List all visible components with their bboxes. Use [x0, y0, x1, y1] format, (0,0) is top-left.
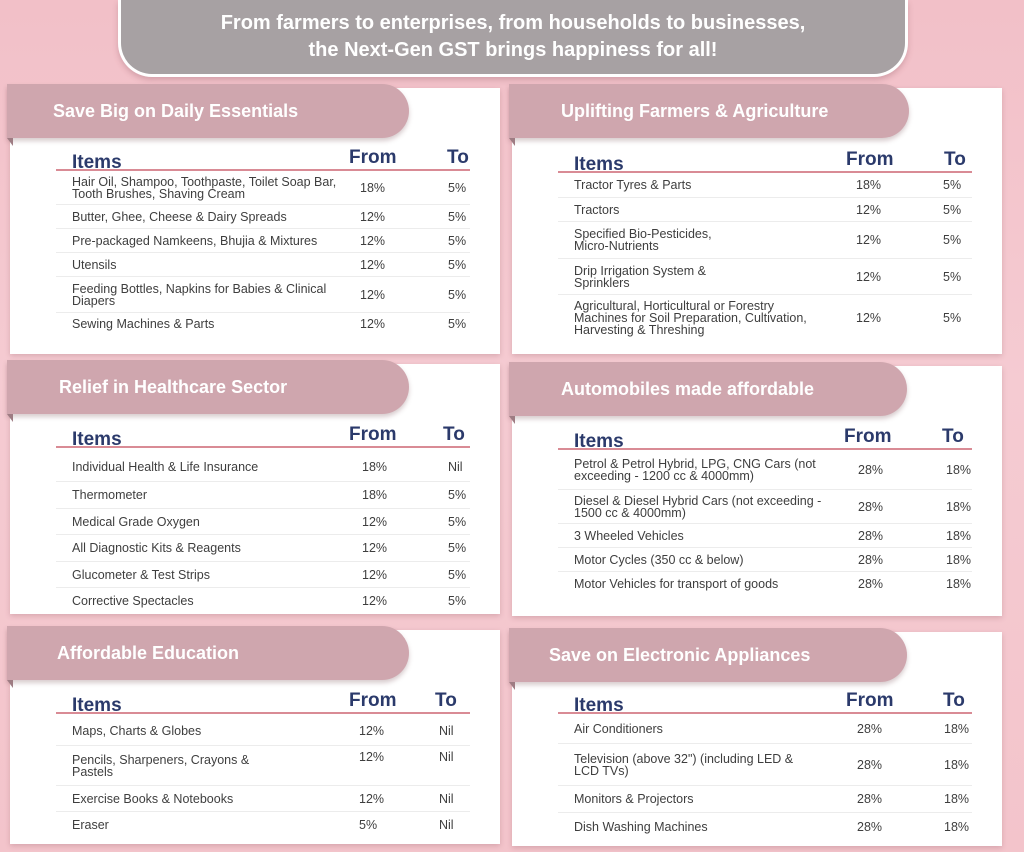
item-cell: Utensils — [72, 257, 117, 272]
table-row — [558, 259, 972, 295]
electronics-title: Save on Electronic Appliances — [509, 628, 907, 682]
from-cell: 12% — [360, 209, 386, 224]
to-cell: Nil — [439, 723, 454, 738]
item-cell: Drip Irrigation System & Sprinklers — [574, 263, 706, 290]
from-cell: 12% — [359, 791, 385, 806]
daily-essentials-title: Save Big on Daily Essentials — [7, 84, 409, 138]
education-title: Affordable Education — [7, 626, 409, 680]
table-row — [56, 229, 470, 253]
item-cell: Motor Vehicles for transport of goods — [574, 577, 779, 591]
table-row — [558, 295, 972, 341]
from-cell: 12% — [362, 567, 388, 582]
table-row — [56, 277, 470, 313]
table-row — [56, 313, 470, 335]
item-cell: Monitors & Projectors — [574, 792, 694, 806]
from-cell: 12% — [360, 257, 386, 272]
to-cell: Nil — [448, 459, 463, 474]
from-cell: 12% — [856, 311, 882, 325]
table-row — [558, 524, 972, 548]
to-cell: 18% — [946, 577, 972, 591]
item-cell: 3 Wheeled Vehicles — [574, 528, 684, 543]
items-header: Items — [72, 695, 122, 716]
item-cell: Specified Bio-Pesticides, Micro-Nutrients — [574, 227, 712, 253]
item-cell: Diesel & Diesel Hybrid Cars (not exceeding - 1500 cc & 4000mm) — [574, 493, 822, 520]
from-cell: 12% — [359, 750, 385, 764]
daily-essentials-card — [10, 88, 500, 354]
from-cell: 28% — [858, 499, 884, 514]
from-header: From — [846, 690, 894, 711]
from-cell: 5% — [359, 818, 378, 832]
item-cell: Motor Cycles (350 cc & below) — [574, 552, 744, 567]
item-cell: Petrol & Petrol Hybrid, LPG, CNG Cars (not exceeding - 1200 cc & 4000mm) — [574, 456, 816, 483]
to-cell: 18% — [946, 462, 972, 477]
table-row — [558, 813, 972, 840]
table-row — [56, 786, 470, 812]
from-header: From — [349, 690, 397, 711]
to-header: To — [943, 690, 965, 711]
from-cell: 12% — [360, 287, 386, 302]
from-header: From — [349, 147, 397, 168]
table-header — [558, 143, 972, 173]
table-row — [56, 171, 470, 205]
table-row — [56, 716, 470, 746]
electronics-table — [558, 684, 972, 840]
to-cell: 5% — [448, 317, 467, 331]
from-cell: 12% — [856, 202, 882, 217]
to-cell: 5% — [448, 514, 467, 529]
to-cell: 5% — [943, 178, 962, 192]
from-cell: 28% — [857, 819, 883, 834]
item-cell: Exercise Books & Notebooks — [72, 791, 234, 806]
table-row — [56, 509, 470, 535]
table-row — [558, 222, 972, 259]
to-cell: 5% — [448, 541, 467, 555]
table-row — [56, 482, 470, 509]
healthcare-table — [56, 418, 470, 614]
item-cell: Sewing Machines & Parts — [72, 317, 215, 331]
to-cell: 18% — [946, 499, 972, 514]
to-header: To — [447, 147, 469, 168]
items-header: Items — [72, 429, 122, 450]
from-cell: 18% — [362, 459, 388, 474]
table-row — [56, 205, 470, 229]
item-cell: Pencils, Sharpeners, Crayons & Pastels — [72, 752, 250, 779]
daily-essentials-table — [56, 141, 470, 335]
to-cell: Nil — [439, 818, 454, 832]
automobiles-table — [558, 420, 972, 596]
item-cell: Maps, Charts & Globes — [72, 723, 202, 738]
table-row — [56, 253, 470, 277]
from-cell: 18% — [362, 488, 388, 502]
from-cell: 28% — [857, 792, 883, 806]
from-cell: 28% — [857, 757, 883, 772]
to-cell: 5% — [448, 488, 467, 502]
from-cell: 18% — [856, 178, 882, 192]
from-cell: 28% — [858, 462, 884, 477]
from-cell: 12% — [360, 317, 386, 331]
item-cell: Thermometer — [72, 488, 148, 502]
from-cell: 12% — [362, 541, 388, 555]
headline-banner — [118, 0, 908, 77]
to-cell: 5% — [448, 233, 467, 248]
to-header: To — [942, 426, 964, 447]
item-cell: Air Conditioners — [574, 721, 663, 736]
table-row — [56, 812, 470, 838]
table-header — [56, 684, 470, 714]
table-row — [558, 786, 972, 813]
table-header — [558, 684, 972, 714]
to-cell: 18% — [946, 528, 972, 543]
from-header: From — [349, 424, 397, 445]
from-cell: 28% — [858, 552, 884, 567]
headline-line-2: the Next-Gen GST brings happiness for all! — [308, 39, 718, 61]
farmers-agriculture-title: Uplifting Farmers & Agriculture — [509, 84, 909, 138]
from-cell: 28% — [857, 721, 883, 736]
table-header — [56, 141, 470, 171]
to-cell: 18% — [944, 757, 970, 772]
to-cell: 18% — [944, 721, 970, 736]
to-cell: 5% — [943, 311, 962, 325]
item-cell: Television (above 32") (including LED & LCD TVs) — [574, 751, 794, 778]
table-row — [56, 746, 470, 786]
items-header: Items — [574, 154, 624, 175]
education-table — [56, 684, 470, 838]
education-card — [10, 630, 500, 844]
headline-line-1: From farmers to enterprises, from households to businesses, — [220, 12, 806, 34]
item-cell: Tractor Tyres & Parts — [574, 178, 692, 192]
item-cell: Tractors — [574, 202, 620, 217]
healthcare-title: Relief in Healthcare Sector — [7, 360, 409, 414]
from-header: From — [846, 149, 894, 170]
from-header: From — [844, 426, 892, 447]
automobiles-card — [512, 366, 1002, 616]
farmers-agriculture-table — [558, 143, 972, 341]
from-cell: 12% — [362, 594, 388, 608]
item-cell: Glucometer & Test Strips — [72, 567, 211, 582]
from-cell: 12% — [856, 233, 882, 247]
table-row — [56, 562, 470, 588]
table-row — [56, 452, 470, 482]
to-cell: 5% — [943, 269, 962, 284]
item-cell: Dish Washing Machines — [574, 819, 708, 834]
table-row — [558, 490, 972, 524]
table-row — [558, 173, 972, 198]
table-row — [558, 572, 972, 596]
from-cell: 28% — [858, 528, 884, 543]
electronics-card — [512, 632, 1002, 846]
to-cell: 18% — [946, 552, 972, 567]
from-cell: 28% — [858, 577, 884, 591]
to-header: To — [435, 690, 457, 711]
table-row — [56, 588, 470, 614]
item-cell: Agricultural, Horticultural or Forestry Machines for Soil Preparation, Cultivation, Harvesting & Threshing — [574, 299, 807, 337]
to-cell: 5% — [448, 209, 467, 224]
items-header: Items — [574, 695, 624, 716]
items-header: Items — [72, 152, 122, 173]
to-cell: Nil — [439, 791, 454, 806]
item-cell: Corrective Spectacles — [72, 594, 194, 608]
to-header: To — [443, 424, 465, 445]
table-row — [558, 744, 972, 786]
item-cell: All Diagnostic Kits & Reagents — [72, 541, 241, 555]
table-row — [56, 535, 470, 562]
table-header — [558, 420, 972, 450]
from-cell: 18% — [360, 180, 386, 195]
to-header: To — [944, 149, 966, 170]
healthcare-card — [10, 364, 500, 614]
from-cell: 12% — [360, 233, 386, 248]
to-cell: 18% — [944, 792, 970, 806]
item-cell: Medical Grade Oxygen — [72, 514, 200, 529]
item-cell: Butter, Ghee, Cheese & Dairy Spreads — [72, 209, 287, 224]
table-row — [558, 450, 972, 490]
from-cell: 12% — [359, 723, 385, 738]
table-row — [558, 714, 972, 744]
to-cell: 5% — [448, 180, 467, 195]
table-row — [558, 548, 972, 572]
table-header — [56, 418, 470, 448]
to-cell: 5% — [448, 594, 467, 608]
item-cell: Pre-packaged Namkeens, Bhujia & Mixtures — [72, 233, 318, 248]
farmers-agriculture-card — [512, 88, 1002, 354]
from-cell: 12% — [362, 514, 388, 529]
item-cell: Individual Health & Life Insurance — [72, 459, 259, 474]
to-cell: 5% — [448, 257, 467, 272]
to-cell: 5% — [448, 287, 467, 302]
automobiles-title: Automobiles made affordable — [509, 362, 907, 416]
item-cell: Feeding Bottles, Napkins for Babies & Clinical Diapers — [72, 281, 327, 308]
to-cell: 5% — [943, 202, 962, 217]
items-header: Items — [574, 431, 624, 452]
to-cell: Nil — [439, 750, 454, 764]
table-row — [558, 198, 972, 222]
to-cell: 5% — [448, 567, 467, 582]
from-cell: 12% — [856, 269, 882, 284]
item-cell: Eraser — [72, 818, 109, 832]
to-cell: 5% — [943, 233, 962, 247]
to-cell: 18% — [944, 819, 970, 834]
item-cell: Hair Oil, Shampoo, Toothpaste, Toilet Soap Bar, Tooth Brushes, Shaving Cream — [72, 174, 337, 201]
